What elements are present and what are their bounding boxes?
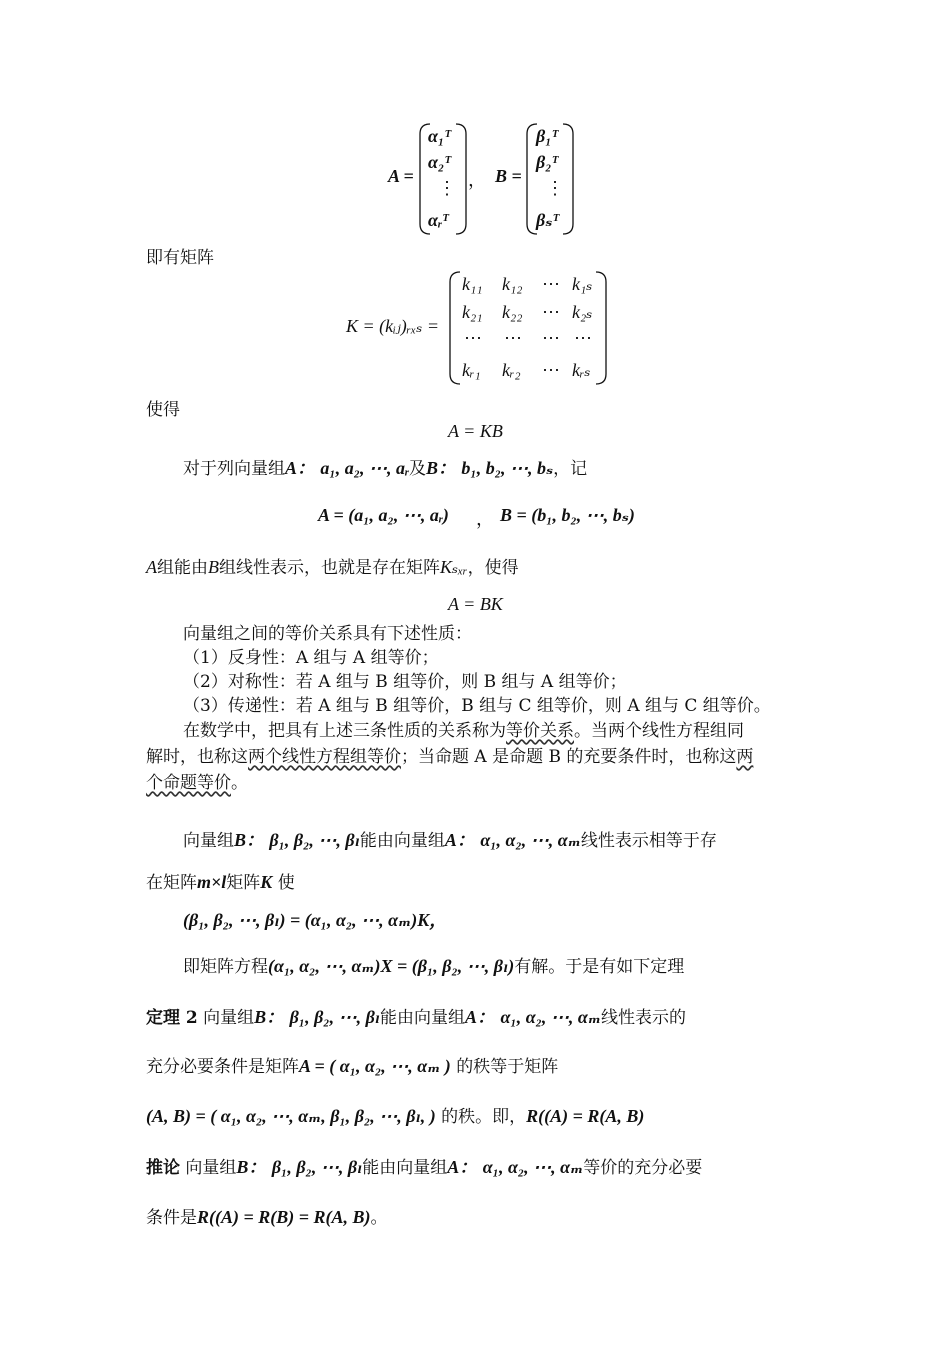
matrix-A-row: α₁ᵀ [428,126,451,146]
corollary-line2: 条件是R((A) = R(B) = R(A, B)。 [146,1207,388,1228]
theorem-2-line1: 定理 2 向量组B： β₁, β₂, ⋯, βₗ能由向量组A： α₁, α₂, ⋯, αₘ线性表示的 [146,1007,687,1028]
matrix-K-cell: k₁₂ [502,274,523,294]
prop-reflexive: （1）反身性：A 组与 A 组等价； [183,648,439,668]
matrix-A-label: A = [388,166,414,186]
matrix-B-row: ⋮ [546,178,564,198]
matrix-B-label: B = [495,166,522,186]
theorem-2-line3: (A, B) = ( α₁, α₂, ⋯, αₘ, β₁, β₂, ⋯, βₗ, ) 的秩。即，R((A) = R(A, B) [146,1106,645,1127]
matrix-B-row: β₂ᵀ [536,152,558,172]
matrix-K-cell: ⋯ [574,328,592,348]
matrix-K-cell: kᵣₛ [572,360,591,380]
matrix-separator: ， [468,170,486,190]
para-vector-group-line2: 在矩阵m×l矩阵K 使 [146,872,295,893]
matrix-K-cell: kᵣ₂ [502,360,521,380]
matrix-K-cell: k₂₁ [462,302,483,322]
text-has-matrix: 即有矩阵 [146,248,214,268]
matrix-K-lhs: K = (kᵢⱼ)ᵣₓₛ = [346,316,439,336]
equation-beta-alpha-K: (β₁, β₂, ⋯, βₗ) = (α₁, α₂, ⋯, αₘ)K， [183,910,448,930]
matrix-K-cell: k₁₁ [462,274,483,294]
matrix-K-cell: ⋯ [542,328,560,348]
matrix-K-cell: ⋯ [542,302,560,322]
matrix-K-cell: kᵣ₁ [462,360,481,380]
para-equivalence-line1: 在数学中，把具有上述三条性质的关系称为等价关系。当两个线性方程组同 [183,721,744,741]
para-matrix-equation: 即矩阵方程(α₁, α₂, ⋯, αₘ)X = (β₁, β₂, ⋯, βₗ)有解。于是有如下定理 [183,956,685,977]
para-linear-representation: A组能由B组线性表示，也就是存在矩阵Kₛₓᵣ，使得 [146,557,519,578]
matrix-A-row: α₂ᵀ [428,152,451,172]
equation-column-B: B = (b₁, b₂, ⋯, bₛ) [500,505,635,525]
matrix-K-cell: k₂ₛ [572,302,593,322]
equation-column-A: A = (a₁, a₂, ⋯, aᵣ) [318,505,449,525]
matrix-K-cell: k₂₂ [502,302,523,322]
text-such-that: 使得 [146,400,180,420]
prop-transitive: （3）传递性：若 A 组与 B 组等价，B 组与 C 组等价，则 A 组与 C 组等价。 [183,696,771,716]
matrix-A-row: ⋮ [438,178,456,198]
corollary-line1: 推论 向量组B： β₁, β₂, ⋯, βₗ能由向量组A： α₁, α₂, ⋯, αₘ等价的充分必要 [146,1157,703,1178]
matrix-K-cell: ⋯ [464,328,482,348]
para-column-vectors: 对于列向量组A： a₁, a₂, ⋯, aᵣ及B： b₁, b₂, ⋯, bₛ，记 [183,458,588,479]
matrix-A-row: αᵣᵀ [428,210,449,230]
equation-column-sep: ， [476,509,494,529]
theorem-2-line2: 充分必要条件是矩阵A = ( α₁, α₂, ⋯, αₘ ) 的秩等于矩阵 [146,1056,559,1077]
matrix-K-cell: k₁ₛ [572,274,593,294]
matrix-B-row: β₁ᵀ [536,126,558,146]
matrix-K-cell: ⋯ [542,274,560,294]
props-intro: 向量组之间的等价关系具有下述性质： [183,624,472,644]
matrix-B-row: βₛᵀ [536,210,559,230]
prop-symmetric: （2）对称性：若 A 组与 B 组等价，则 B 组与 A 组等价； [183,672,627,692]
para-equivalence-line2: 解时，也称这两个线性方程组等价；当命题 A 是命题 B 的充要条件时，也称这两 [146,747,754,767]
para-equivalence-line3: 个命题等价。 [146,773,248,793]
equation-A-BK: A = BK [448,594,503,614]
matrix-K-cell: ⋯ [504,328,522,348]
equation-A-KB: A = KB [448,421,503,441]
matrix-K-cell: ⋯ [542,360,560,380]
para-vector-group-line1: 向量组B： β₁, β₂, ⋯, βₗ能由向量组A： α₁, α₂, ⋯, αₘ线性表示相等于存 [183,830,717,851]
